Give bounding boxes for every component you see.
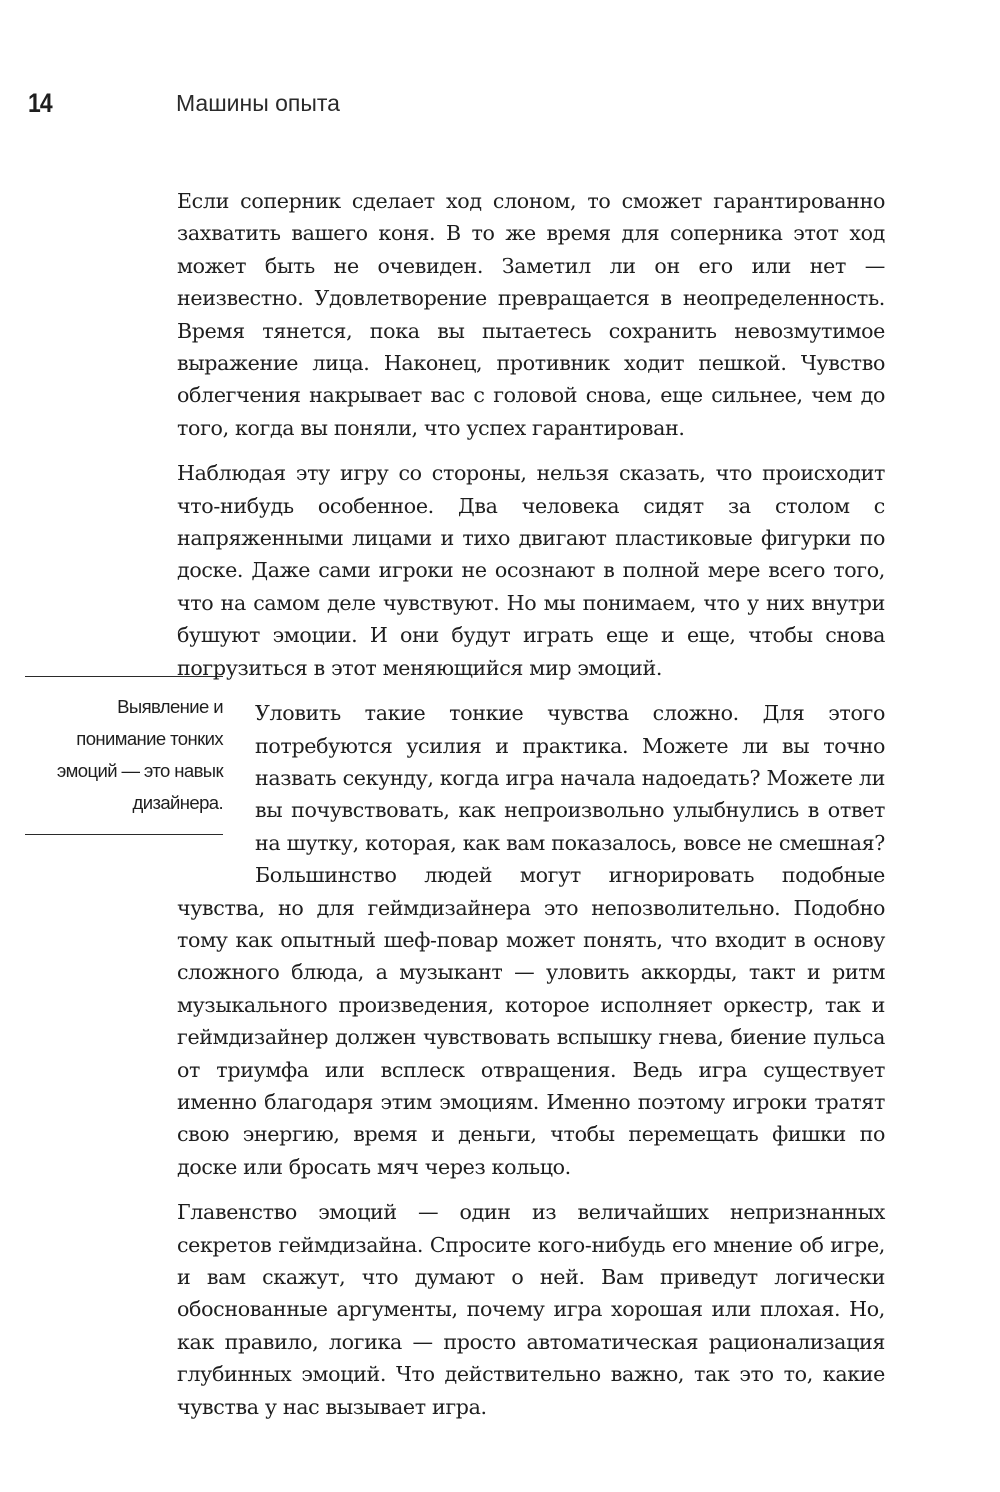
body-text bbox=[177, 185, 885, 1423]
margin-note-text: Выявление и понимание тонких эмоций — это навык дизайнера. bbox=[56, 696, 223, 813]
paragraph-4: Главенство эмоций — один из величайших непризнанных секретов геймдизайна. Спросите кого-нибудь его мнение об игре, и вам скажут, что думают о ней. Вам приведут логически обоснованные аргументы, почему игра хорошая или плохая. Но, как правило, логика — просто автоматическая рационализация глубинных эмоций. Что действительно важно, так это то, какие чувства у нас вызывает игра. bbox=[177, 1200, 885, 1419]
paragraph-3-text: Уловить такие тонкие чувства сложно. Для этого потребуются усилия и практика. Можете ли вы точно назвать секунду, когда игра начала надоедать? Можете ли вы почувствовать, как непроизвольно улыбнулись в ответ на шутку, которая, как вам показалось, вовсе не смешная? Большинство людей могут игнорировать подобные чувства, но для геймдизайнера это непозволительно. Подобно тому как опытный шеф-повар может понять, что входит в основу сложного блюда, а музыкант — уловить аккорды, такт и ритм музыкального произведения, которое исполняет оркестр, так и геймдизайнер должен чувствовать вспышку гнева, биение пульса от триумфа или всплеск отвращения. Ведь игра существует именно благодаря этим эмоциям. Именно поэтому игроки тратят свою энергию, время и деньги, чтобы перемещать фишки по доске или бросать мяч через кольцо. bbox=[177, 701, 885, 1179]
paragraph-1: Если соперник сделает ход слоном, то сможет гарантированно захватить вашего коня. В то же время для соперника этот ход может быть не очевиден. Заметил ли он его или нет — неизвестно. Удовлетворение превращается в неопределенность. Время тянется, пока вы пытаетесь сохранить невозмутимое выражение лица. Наконец, противник ходит пешкой. Чувство облегчения накрывает вас с головой снова, еще сильнее, чем до того, когда вы поняли, что успех гарантирован. bbox=[177, 189, 885, 440]
paragraph-3 bbox=[177, 697, 885, 1183]
running-title: Машины опыта bbox=[176, 90, 340, 116]
page-number: 14 bbox=[28, 88, 52, 118]
paragraph-2: Наблюдая эту игру со стороны, нельзя сказать, что происходит что-нибудь особенное. Два человека сидят за столом с напряженными лицами и тихо двигают пластиковые фигурки по доске. Даже сами игроки не осознают в полной мере всего того, что на самом деле чувствуют. Но мы понимаем, что у них внутри бушуют эмоции. И они будут играть еще и еще, чтобы снова погрузиться в этот меняющийся мир эмоций. bbox=[177, 461, 885, 680]
margin-note-gap bbox=[177, 699, 255, 861]
